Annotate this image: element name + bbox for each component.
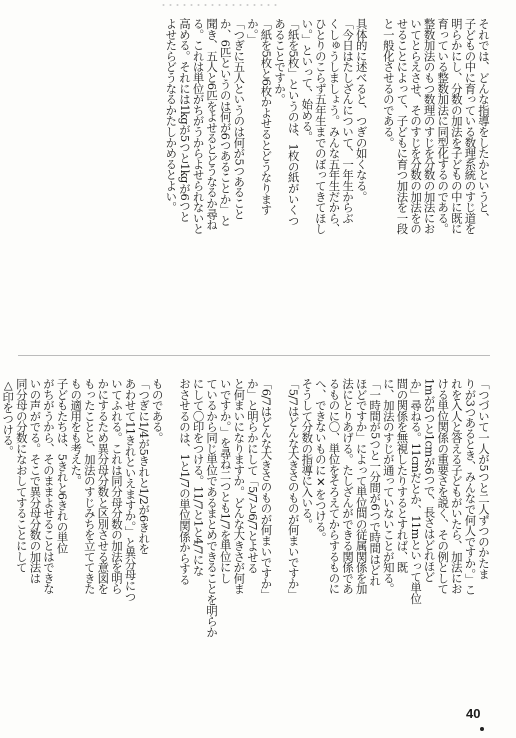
bottom-text-block	[1, 378, 491, 706]
text-column: るものに〇、単位をそろえてからするものに	[327, 378, 342, 595]
text-column: 同分母の分数になおしてすることにして	[14, 378, 29, 573]
text-column: 聞き、五人と6匹をよせるとどうなるか尋ね	[205, 18, 220, 230]
text-column: あることですか。	[273, 18, 288, 105]
text-column: 子どもたちは、5きれと6きれの単位	[55, 378, 70, 554]
text-column: ものである。	[150, 378, 165, 443]
text-column: 高める。それには1kgが5つと1kgが6つと	[177, 18, 192, 222]
section-divider	[18, 355, 490, 356]
text-column: か、6匹というのは何が6つあることか」と	[218, 18, 233, 226]
text-column: か」と明らかにして「5/7と6/7とよせる	[245, 378, 260, 574]
text-column: る。これは単位がちがうからよせられないと	[191, 18, 206, 235]
text-column: に、加法のすじが通っていないことが知る。	[381, 378, 396, 595]
text-column: 「つぎに1/4が5きれと1/2が6きれを	[137, 378, 152, 554]
top-text-block	[18, 18, 490, 346]
text-column: 「今日はたしざんについて、一年生からぶ	[341, 18, 356, 224]
paragraph-gap	[273, 378, 287, 706]
text-column: 「つぎに五人というのは何が5つあること	[232, 18, 247, 220]
text-column: 間の関係を無視したりするとすれば、既	[395, 378, 410, 573]
text-column: あわせて11きれといえますか。」と異分母につ	[123, 378, 138, 602]
text-column: 法にとりあげる。たしざんができる関係であ	[341, 378, 356, 595]
text-column: 明らかにし、分数の加法を子どもの中に既に	[449, 18, 464, 235]
text-column: 1mが5つと1cmが6つで、長さはどれほど	[422, 378, 437, 582]
text-column: か。」	[245, 18, 260, 45]
text-column: △印をつける。	[1, 378, 16, 457]
text-column: ほどですか」によって単位間の従属関係を加	[354, 378, 369, 595]
text-column: 「6/7はどんな大きさのものが何まいですか」	[259, 378, 274, 600]
text-column: がちがうから、そのままよせることはできな	[42, 378, 56, 595]
text-column: ひとりのこらず五年生までのぼってきてほし	[313, 18, 328, 235]
text-column: りが3つあるとき、みんなで何人ですか。」こ	[463, 378, 478, 595]
text-column: と一般化させるのである。	[381, 18, 396, 148]
scan-artifact	[160, 2, 280, 8]
text-column: そうして分数の指導に入いる。	[300, 378, 315, 530]
text-column: ているから同じ単位であるまとめできることを明らか	[205, 378, 220, 638]
text-column: いてふれる。これは同分母分数の加法を明ら	[109, 378, 124, 595]
text-column: いですか。」を尋ね二つとも1/7を単位にし	[218, 378, 233, 584]
text-column: へ、できないものに✕をつける。	[313, 378, 328, 543]
text-column: 「一時間が5つと一分間が6つで時間はどれ	[368, 378, 383, 586]
text-column: にして〇印をつける。11/7と1と4/7にな	[191, 378, 206, 576]
text-column: 「紙を5枚と6枚かよせるとどうなります	[259, 18, 274, 215]
text-column: れを入人と答える子どもがいたら、加法にお	[449, 378, 464, 595]
text-column: それでは、どんな指導をしたかというと、	[477, 18, 491, 224]
scan-mark	[480, 727, 484, 731]
text-column: い。」といって、始める。	[300, 18, 315, 142]
text-column: よせたらどうなるかたしかめるとよい。	[164, 18, 179, 213]
text-column: 「紙を5枚」というのは、1枚の紙がいくつ	[286, 18, 301, 226]
page-number: 40	[466, 706, 481, 721]
paragraph-gap	[368, 18, 382, 346]
text-column: 整数加法のもつ数理のすじを分数の加法にお	[422, 18, 437, 235]
text-column: と何まいになりますか。どんな大きさが何ま	[232, 378, 247, 595]
text-column: かにするため異分母分数と区別させる意図を	[96, 378, 111, 595]
text-column: 育っている整数加法に同型化するのである。	[436, 18, 451, 235]
paragraph-gap	[164, 378, 178, 706]
text-column: か」尋ねる。11cmだとか、11mといって単位	[409, 378, 424, 604]
text-column: いの声がでる。そこで異分母分数の加法は	[28, 378, 43, 584]
text-column: せることによって、子どもに育つ加法を一段	[395, 18, 410, 235]
text-column: くしゅうしましょう。みんな五年生だから、	[327, 18, 342, 235]
text-column: ける単位関係の重要さを説く、その例として	[436, 378, 451, 595]
text-column: 「5/7はどんな大きさのものが何まいですか」	[286, 378, 301, 600]
text-column: 子どもの中に育っている数理系統のすじ道を	[463, 18, 478, 235]
text-column: 具体的に述べると、つぎの如くなる。	[354, 18, 369, 202]
text-column: もったことと、加法のすじみちを立ててきた	[82, 378, 97, 595]
text-column: おさせるのは、1と1/7の単位関係からする	[177, 378, 192, 585]
text-column: いてとらえさせ、そのすじを分数の加法をの	[409, 18, 424, 235]
text-column: 「つづいて一人が5つと二人ずつのかたま	[477, 378, 491, 580]
text-column: もの適用をも考えた。	[69, 378, 84, 487]
